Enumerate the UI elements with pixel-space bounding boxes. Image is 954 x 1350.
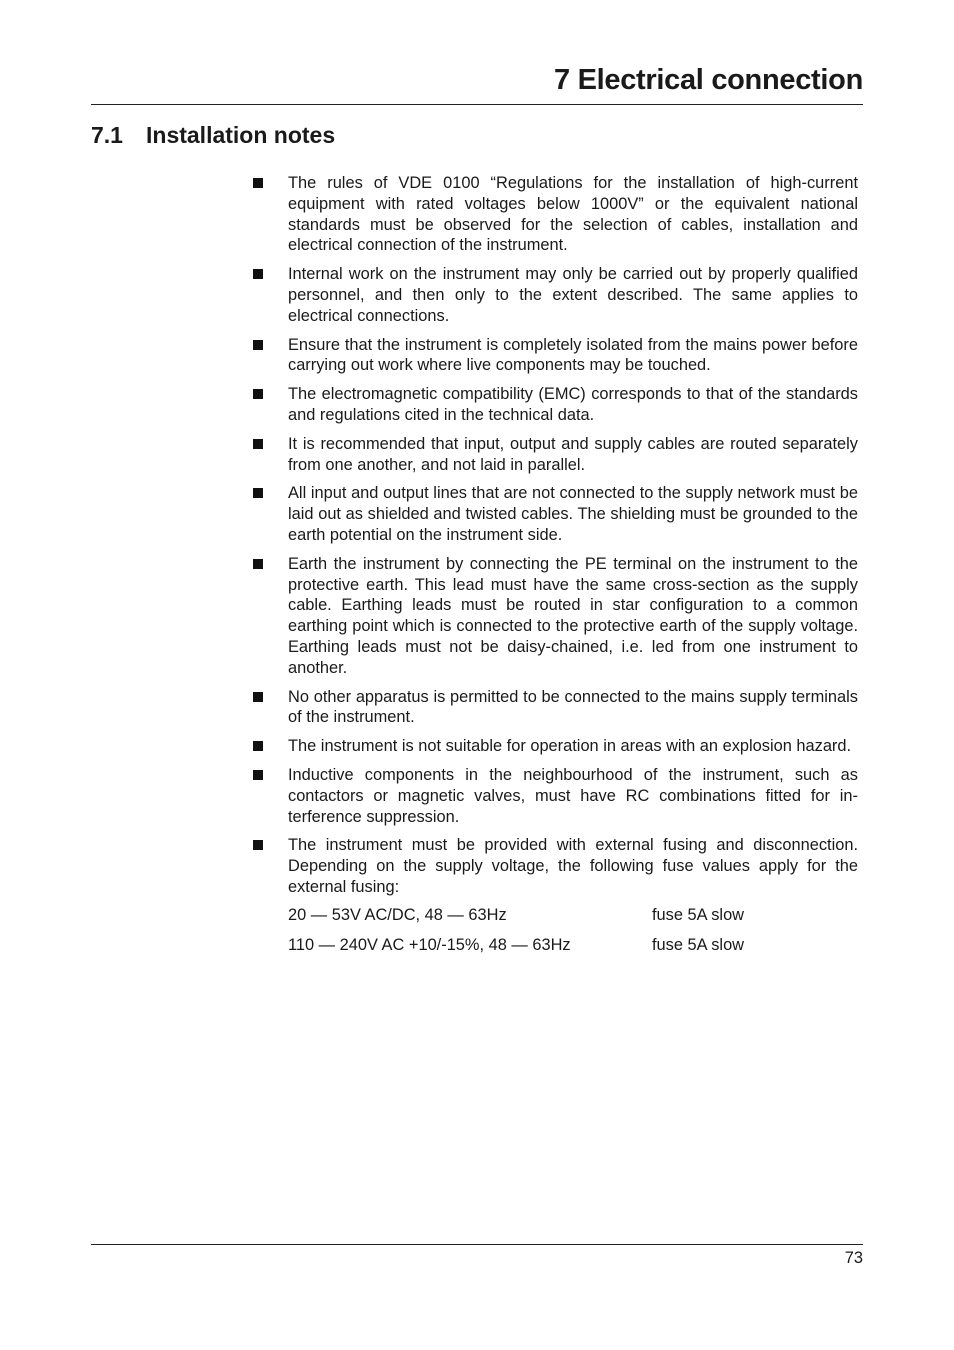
note-text: The electromagnetic compatibility (EMC) corresponds to that of the standards and regulations cited in the technical data.: [288, 385, 858, 424]
square-bullet-icon: [253, 389, 263, 399]
list-item: [252, 835, 858, 897]
square-bullet-icon: [253, 741, 263, 751]
note-text: Earth the instrument by connecting the PE terminal on the instrument to the protective earth. This lead must have the same cross-section as the supply cable. Earthing leads must be routed in star configuration to a common earthing point which is connected to the protective earth of the supply voltage. Earthing leads must not be daisy-chained, i.e. led from one instrument to another.: [288, 554, 858, 677]
fuse-value: fuse 5A slow: [652, 905, 745, 924]
square-bullet-icon: [253, 439, 263, 449]
note-text: The instrument is not suitable for operation in areas with an explosion hazard.: [288, 737, 852, 756]
note-text: Internal work on the instrument may only be carried out by properly qualified personnel, and then only to the extent described. The same applies to electrical connections.: [288, 265, 858, 325]
header-rule: [91, 104, 863, 105]
fuse-table-row: [288, 935, 858, 956]
note-text: The instrument must be provided with external fusing and disconnection. Depending on the supply voltage, the following fuse values apply for the external fusing:: [288, 836, 858, 896]
square-bullet-icon: [253, 692, 263, 702]
fuse-value: fuse 5A slow: [652, 935, 745, 954]
list-item: [252, 173, 858, 256]
installation-notes-list: [252, 173, 858, 898]
square-bullet-icon: [253, 770, 263, 780]
list-item: [252, 434, 858, 476]
list-item: [252, 554, 858, 679]
note-text: Ensure that the instrument is completely isolated from the mains power before carrying out work where live components may be touched.: [288, 335, 858, 375]
footer-rule: [91, 1244, 863, 1245]
note-text: Inductive components in the neighbourhood of the instrument, such as contactors or magnetic valves, must have RC combinations fitted for interference suppression.: [288, 765, 858, 826]
note-text: The rules of VDE 0100 “Regulations for the installation of high-current equipment with rated voltages below 1000V” or the equivalent national standards must be observed for the selection of cables, installation and electrical connection of the instrument.: [288, 174, 858, 255]
section-title: Installation notes: [146, 122, 336, 148]
square-bullet-icon: [253, 340, 263, 350]
list-item: [252, 736, 858, 757]
square-bullet-icon: [253, 488, 263, 498]
fuse-voltage: 20 — 53V AC/DC, 48 — 63Hz: [288, 905, 507, 924]
note-text: It is recommended that input, output and supply cables are routed separately from one another, and not laid in parallel.: [288, 434, 858, 474]
list-item: [252, 264, 858, 326]
note-text: No other apparatus is permitted to be connected to the mains supply terminals of the instrument.: [288, 687, 858, 727]
page-number: 73: [844, 1249, 863, 1267]
fuse-table-row: [288, 905, 858, 926]
square-bullet-icon: [253, 840, 263, 850]
section-heading: [91, 122, 335, 149]
section-number: 7.1: [91, 122, 123, 148]
list-item: [252, 765, 858, 827]
list-item: [252, 483, 858, 545]
square-bullet-icon: [253, 269, 263, 279]
list-item: [252, 384, 858, 426]
chapter-title: 7 Electrical connection: [554, 64, 863, 96]
fuse-table: [288, 905, 858, 956]
notes-content: [252, 173, 858, 964]
list-item: [252, 687, 858, 729]
list-item: [252, 335, 858, 377]
fuse-voltage: 110 — 240V AC +10/-15%, 48 — 63Hz: [288, 935, 571, 954]
note-text: All input and output lines that are not connected to the supply network must be laid out as shielded and twisted cables. The shielding must be grounded to the earth potential on the instrument side.: [288, 484, 858, 544]
square-bullet-icon: [253, 559, 263, 569]
square-bullet-icon: [253, 178, 263, 188]
